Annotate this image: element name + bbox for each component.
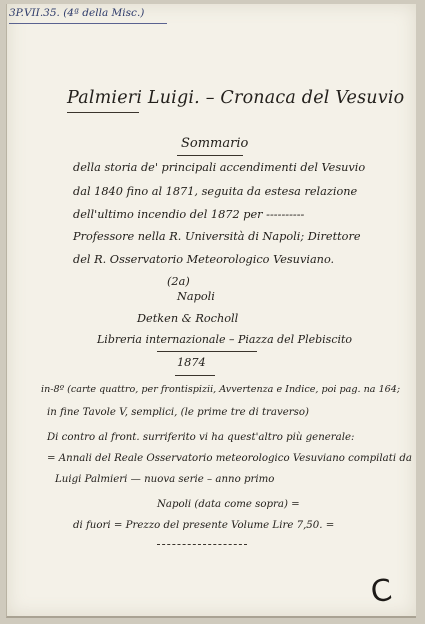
description-line-4: Professore nella R. Università di Napoli; Direttore: [73, 230, 361, 243]
summary-heading: Sommario: [181, 136, 249, 151]
catalog-card: [6, 4, 416, 618]
place: Napoli: [177, 290, 215, 303]
shelfmark-underline: [9, 23, 167, 24]
bookshop: Libreria internazionale – Piazza del Plebiscito: [97, 333, 353, 346]
description-line-2: dal 1840 fino al 1871, seguita da estesa relazione: [73, 185, 358, 198]
format-line-1: in-8º (carte quattro, per frontispizii, Avvertenza e Indice, poi pag. na 164;: [41, 384, 401, 395]
bookshop-underline: [157, 351, 257, 352]
copy-note: (2a): [167, 275, 190, 288]
year-underline: [175, 375, 215, 376]
title-underline: [67, 112, 139, 113]
description-line-1: della storia de' principali accendimenti del Vesuvio: [73, 161, 366, 174]
closing-rule: [157, 544, 247, 545]
imprint-repeat: Napoli (data come sopra) =: [157, 499, 300, 510]
format-line-2: in fine Tavole V, semplici, (le prime tre di traverso): [47, 407, 309, 418]
price-line: di fuori = Prezzo del presente Volume Lire 7,50. =: [73, 520, 335, 531]
format-line-5: Luigi Palmieri — nuova serie – anno primo: [55, 474, 275, 485]
corner-mark: C: [368, 572, 395, 611]
year: 1874: [177, 356, 206, 369]
card-title: Palmieri Luigi. – Cronaca del Vesuvio: [67, 88, 405, 108]
publisher: Detken & Rocholl: [137, 312, 239, 325]
heading-underline: [177, 155, 243, 156]
format-line-4: = Annali del Reale Osservatorio meteorologico Vesuviano compilati da: [47, 453, 412, 464]
format-line-3: Di contro al front. surriferito vi ha quest'altro più generale:: [47, 432, 355, 443]
description-line-3: dell'ultimo incendio del 1872 per ----------: [73, 208, 305, 221]
description-line-5: del R. Osservatorio Meteorologico Vesuviano.: [73, 253, 335, 266]
shelfmark: 3P.VII.35. (4ª della Misc.): [9, 7, 145, 19]
